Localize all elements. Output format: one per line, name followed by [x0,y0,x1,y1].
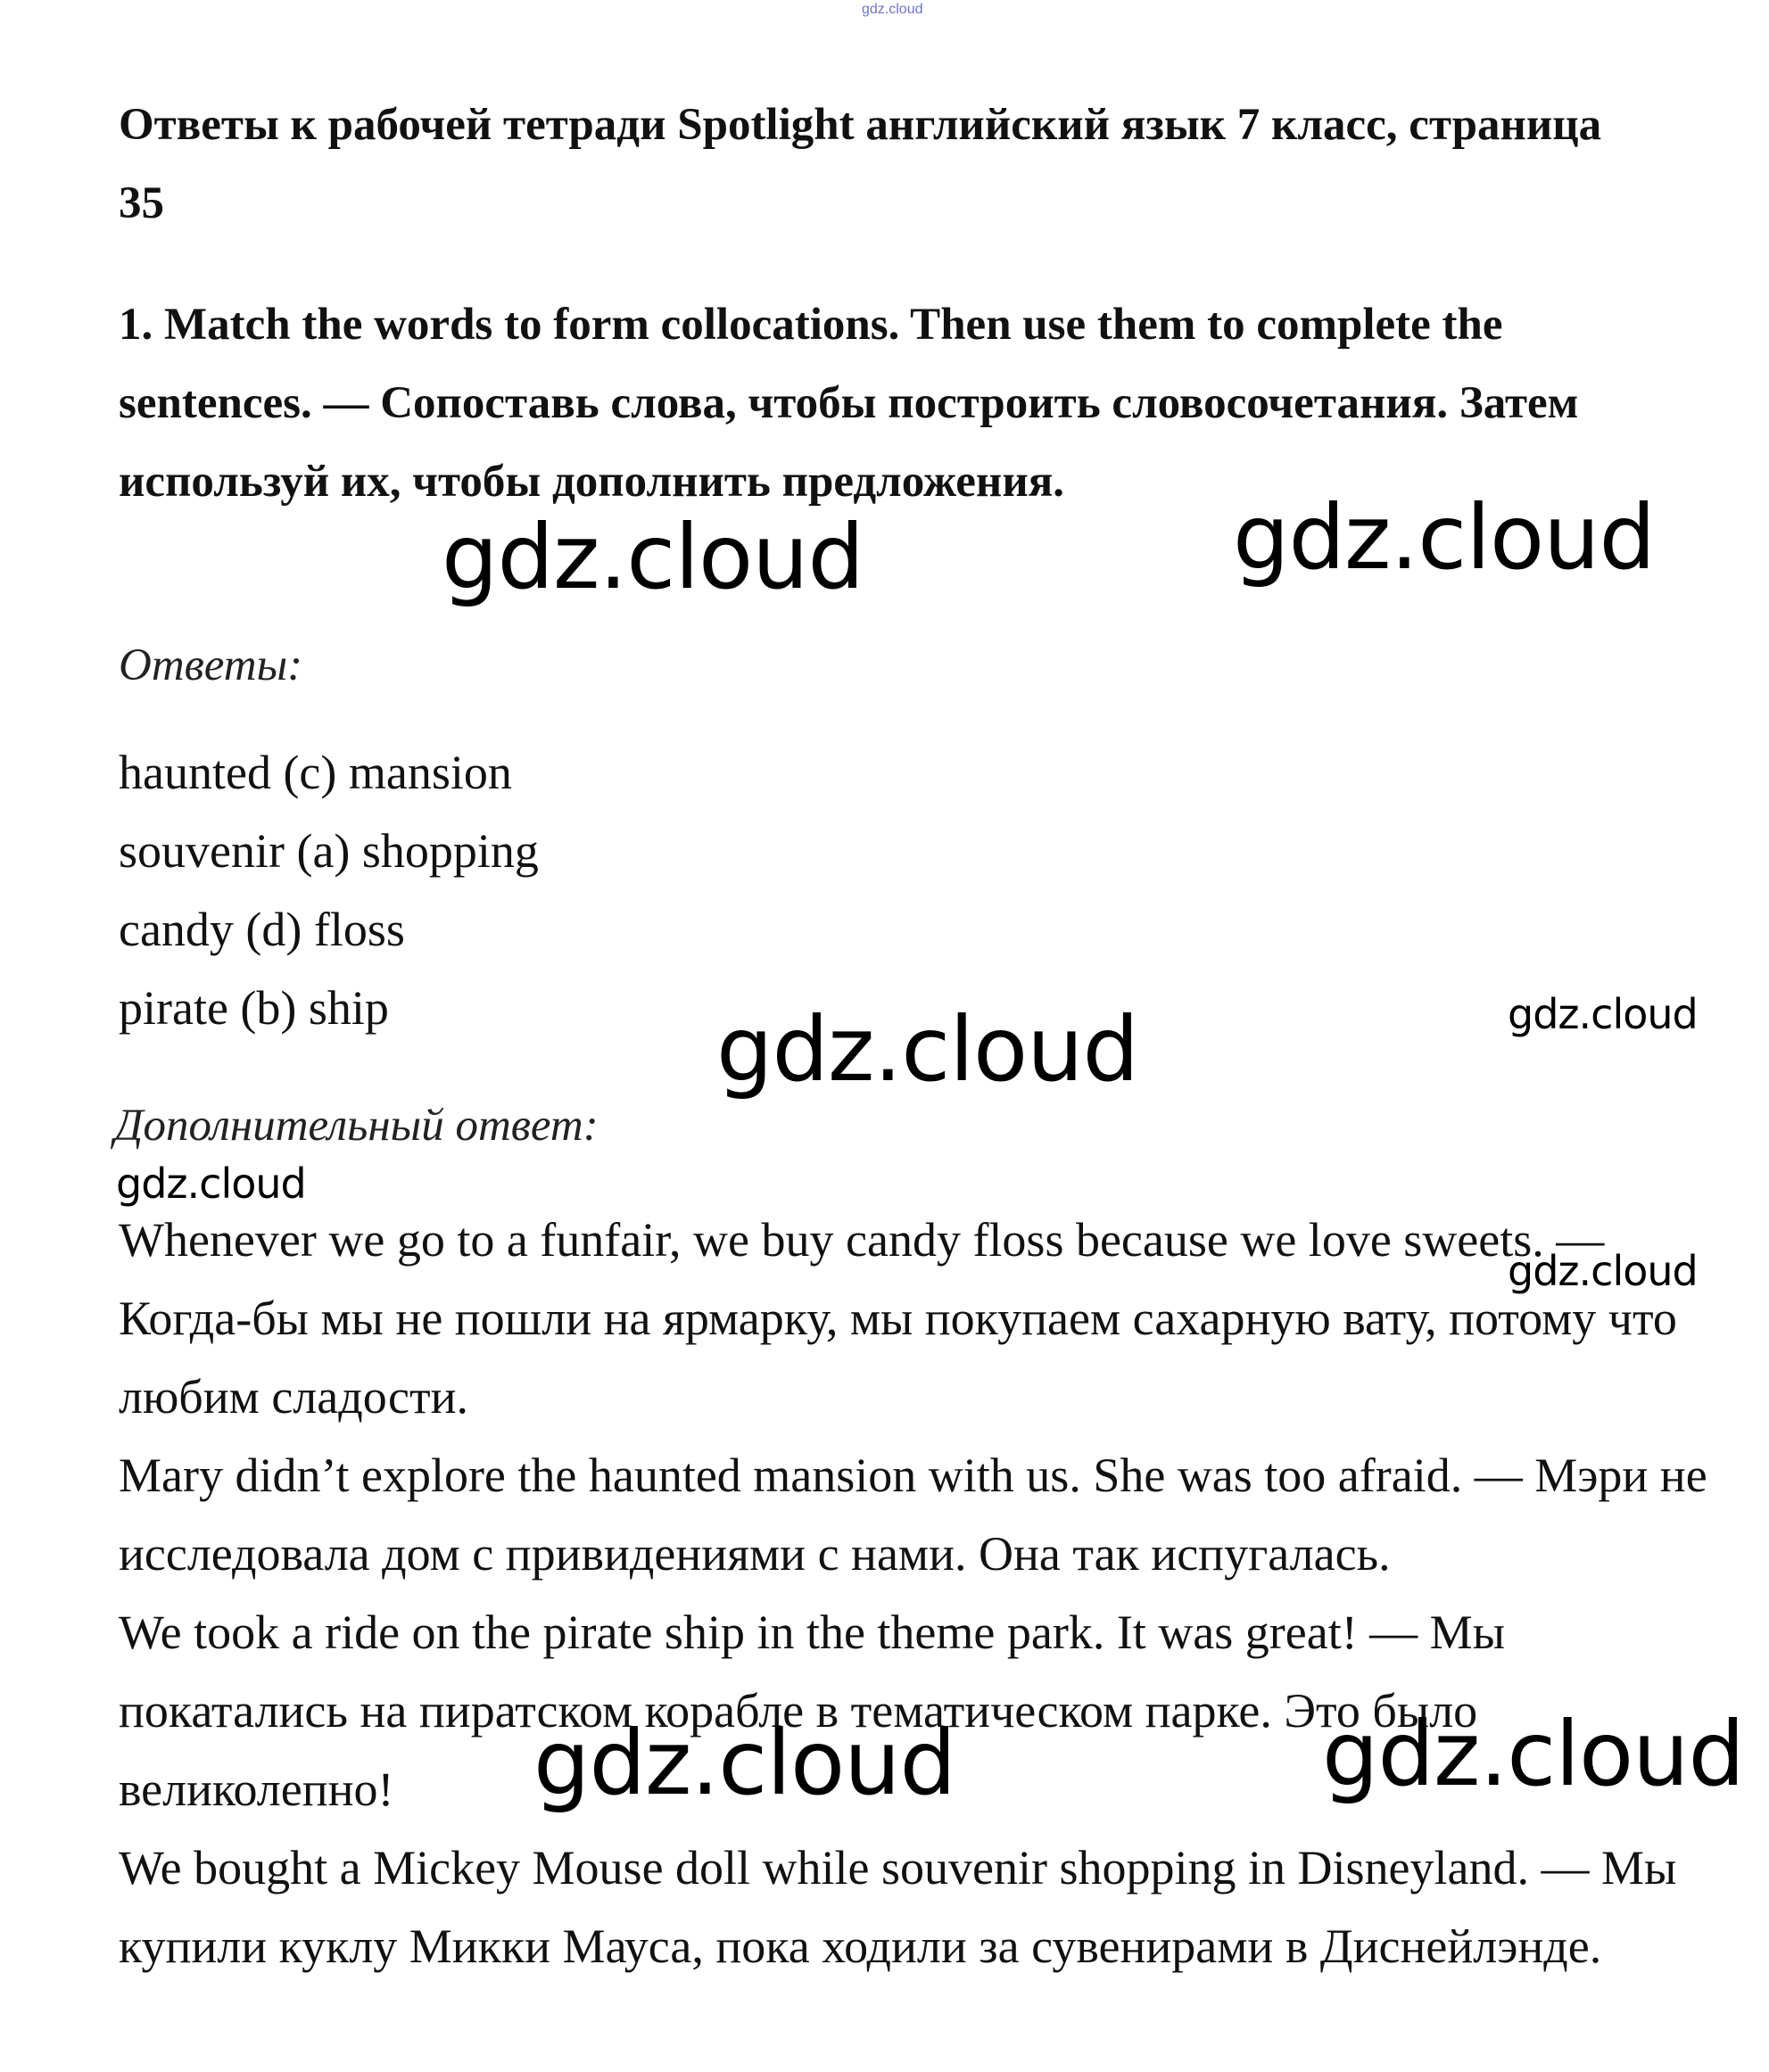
sentence: We bought a Mickey Mouse doll while souvenir shopping in Disneyland. — Мы купили куклу Микки Мауса, пока ходили за сувенирами в Диснейлэнде. [119,1841,1677,1973]
page-title: Ответы к рабочей тетради Spotlight английский язык 7 класс, страница 35 [119,100,1602,228]
watermark-text: gdz.cloud [716,997,1139,1102]
answers-label: Ответы: [119,640,303,690]
extra-answer-label: Дополнительный ответ: [114,1101,599,1151]
sentence: Whenever we go to a funfair, we buy candy floss because we love sweets. — Когда-бы мы не пошли на ярмарку, мы покупаем сахарную вату, потому что любим сладости. [119,1213,1677,1424]
watermark-text: gdz.cloud [1508,990,1698,1038]
watermark-text: gdz.cloud [1322,1702,1745,1806]
task-heading: 1. Match the words to form collocations. Then use them to complete the sentences. — Сопоставь слова, чтобы построить словосочетания. Затем используй их, чтобы дополнить предложения. [119,300,1579,507]
watermark-text: gdz.cloud [442,505,864,609]
watermark-text: gdz.cloud [533,1711,956,1815]
sentences-block [119,1201,1724,1985]
answer-line: candy (d) floss [119,903,405,956]
watermark-text: gdz.cloud [116,1160,306,1208]
sentence: We took a ride on the pirate ship in the theme park. It was great! — Мы покатались на пиратском корабле в тематическом парке. Это было великолепно! [119,1606,1505,1816]
answer-line: pirate (b) ship [119,981,389,1035]
watermark-text: gdz.cloud [1508,1247,1698,1295]
sentence: Mary didn’t explore the haunted mansion with us. She was too afraid. — Мэри не исследовала дом с привидениями с нами. Она так испугалась. [119,1449,1707,1581]
answer-line: souvenir (a) shopping [119,824,539,878]
top-watermark: gdz.cloud [862,2,923,17]
watermark-text: gdz.cloud [1233,485,1656,590]
answer-line: haunted (c) mansion [119,746,512,799]
